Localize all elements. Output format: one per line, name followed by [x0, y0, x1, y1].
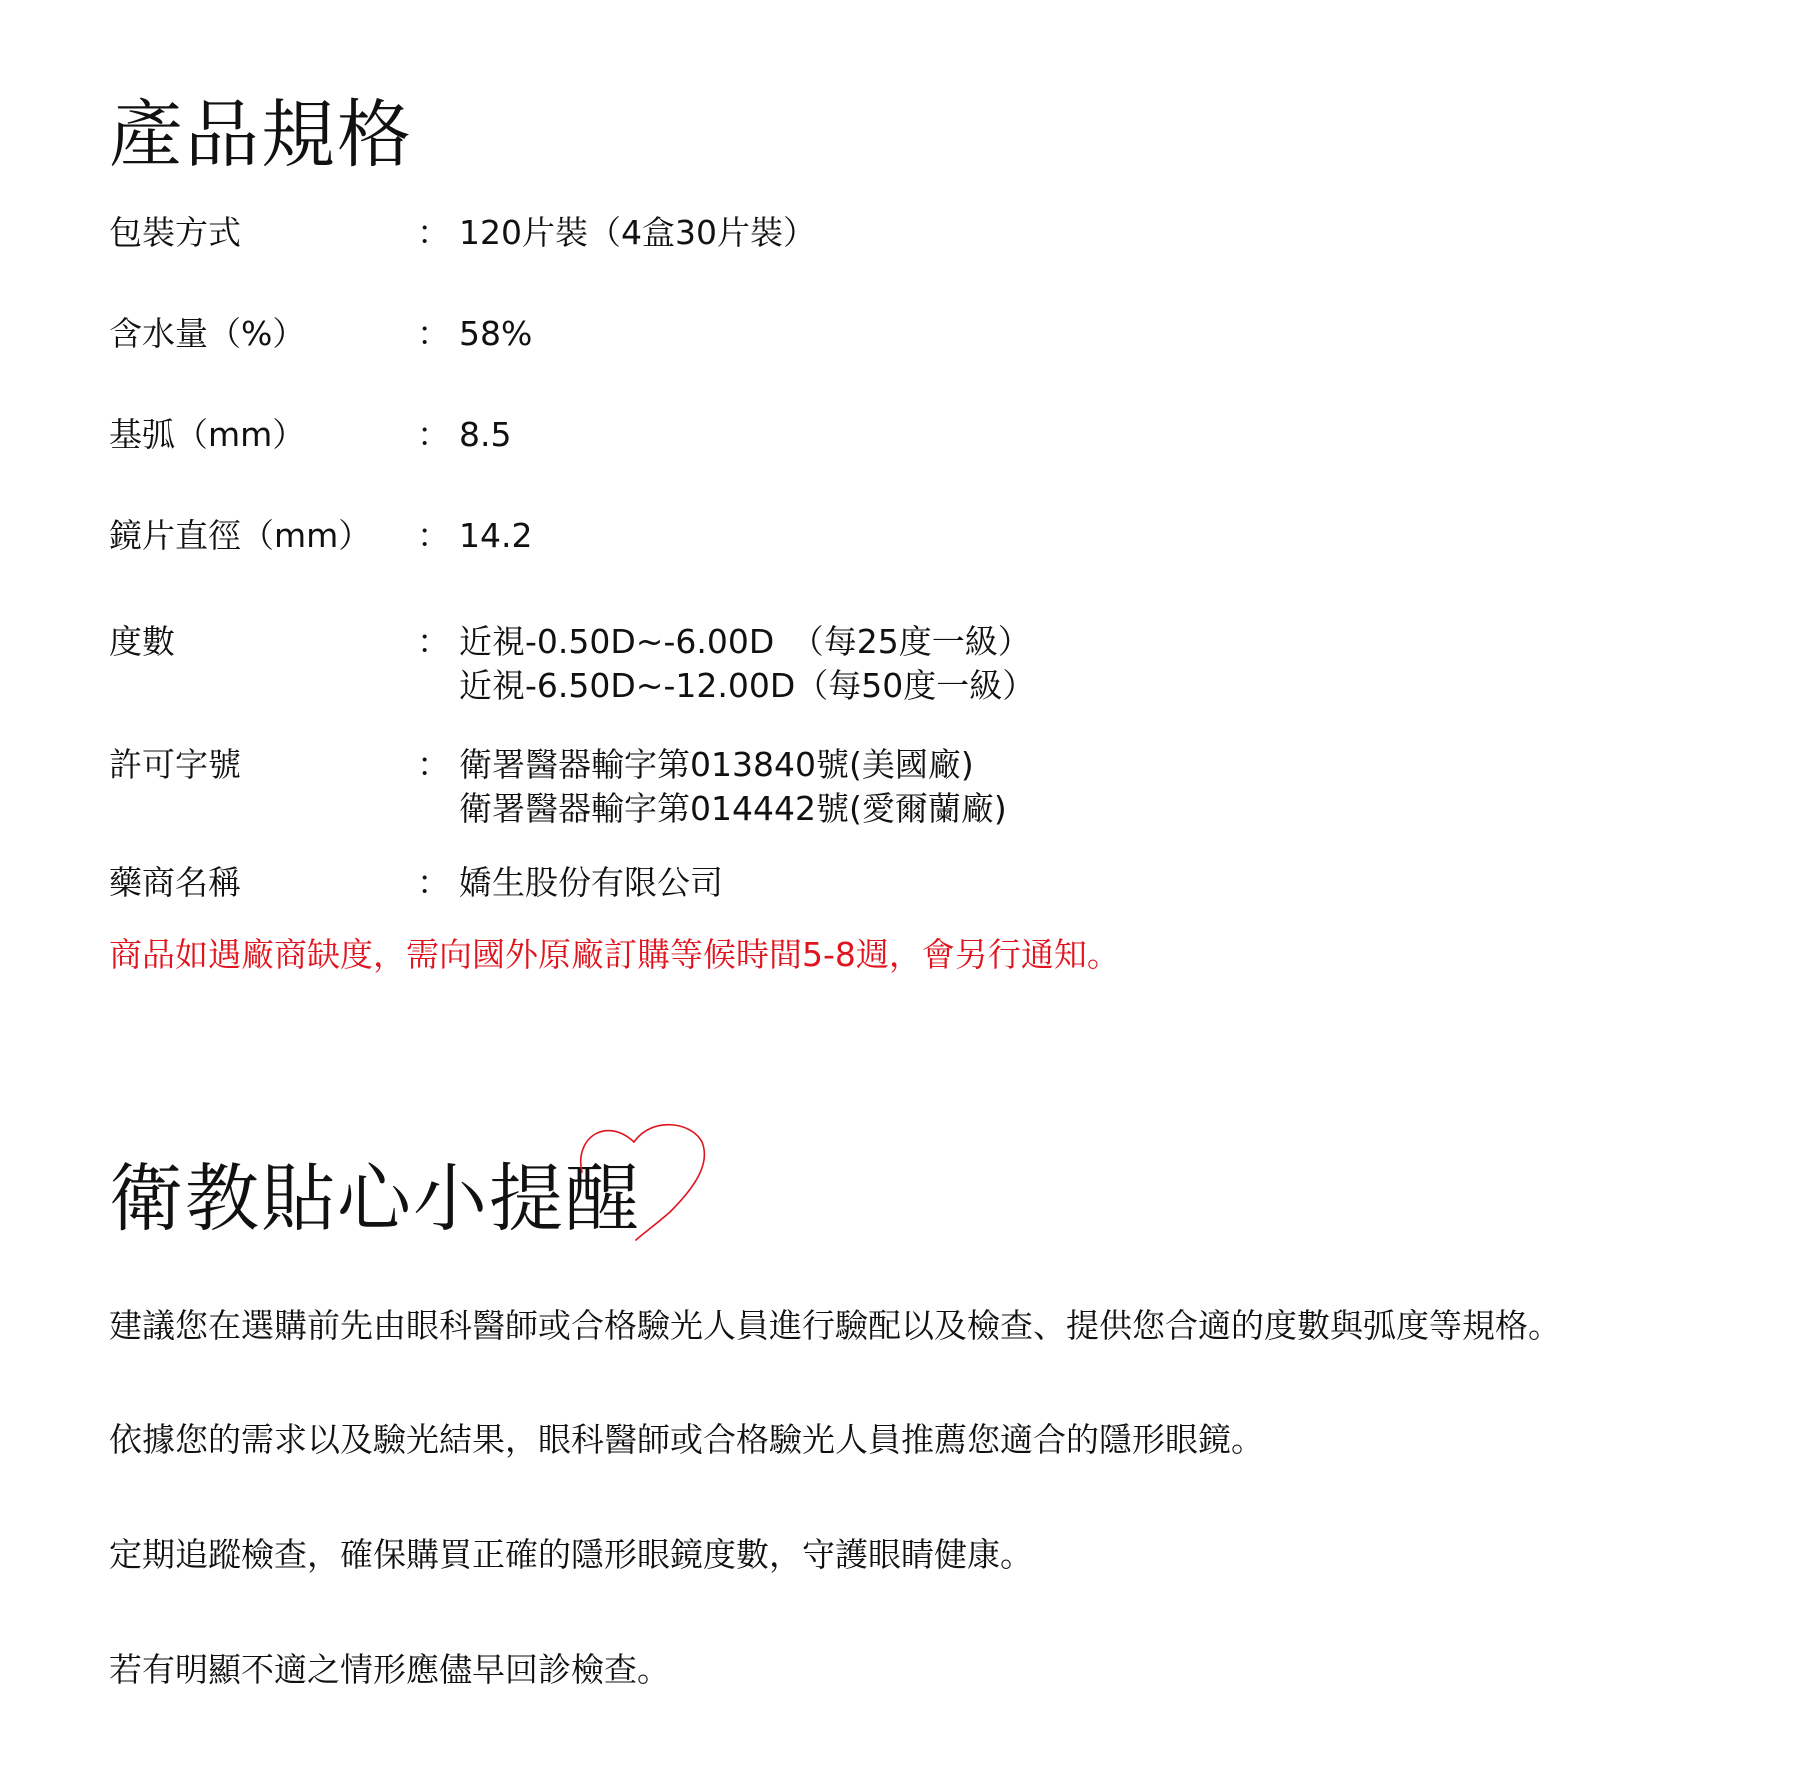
spec-colon: ： [417, 415, 450, 454]
spec-label: 度數 [109, 622, 175, 661]
spec-value: 近視-6.50D~-12.00D（每50度一級） [459, 666, 1036, 705]
spec-section-title: 產品規格 [109, 92, 413, 178]
spec-value: 14.2 [459, 516, 533, 555]
spec-colon: ： [417, 622, 450, 661]
spec-label: 基弧（mm） [109, 415, 306, 454]
spec-colon: ： [417, 314, 450, 353]
spec-value: 嬌生股份有限公司 [459, 863, 723, 902]
spec-values [459, 312, 532, 356]
spec-colon: ： [417, 863, 450, 902]
spec-value: 衛署醫器輸字第013840號(美國廠) [459, 745, 974, 784]
spec-label: 鏡片直徑（mm） [109, 516, 372, 555]
spec-value: 120片裝（4盒30片裝） [459, 213, 816, 252]
spec-value: 8.5 [459, 415, 512, 454]
spec-values [459, 211, 816, 255]
spec-values [459, 743, 1007, 831]
out-of-stock-notice: 商品如遇廠商缺度，需向國外原廠訂購等候時間5-8週，會另行通知。 [109, 935, 1120, 974]
spec-values [459, 514, 532, 558]
tip-item: 依據您的需求以及驗光結果，眼科醫師或合格驗光人員推薦您適合的隱形眼鏡。 [109, 1420, 1264, 1459]
spec-colon: ： [417, 745, 450, 784]
spec-label: 藥商名稱 [109, 863, 241, 902]
spec-values [459, 620, 1035, 708]
spec-colon: ： [417, 213, 450, 252]
spec-label: 包裝方式 [109, 213, 241, 252]
tips-section-title: 衛教貼心小提醒 [109, 1156, 641, 1242]
spec-label: 含水量（%） [109, 314, 306, 353]
spec-values [459, 861, 723, 905]
spec-values [459, 413, 511, 457]
spec-value: 近視-0.50D~-6.00D （每25度一級） [459, 622, 1031, 661]
spec-value: 58% [459, 314, 533, 353]
spec-label: 許可字號 [109, 745, 241, 784]
tip-item: 定期追蹤檢查，確保購買正確的隱形眼鏡度數，守護眼睛健康。 [109, 1535, 1033, 1574]
tip-item: 若有明顯不適之情形應儘早回診檢查。 [109, 1650, 670, 1689]
tip-item: 建議您在選購前先由眼科醫師或合格驗光人員進行驗配以及檢查、提供您合適的度數與弧度等規格。 [109, 1306, 1561, 1345]
heart-outline-icon [570, 1108, 710, 1248]
spec-value: 衛署醫器輸字第014442號(愛爾蘭廠) [459, 789, 1007, 828]
spec-colon: ： [417, 516, 450, 555]
